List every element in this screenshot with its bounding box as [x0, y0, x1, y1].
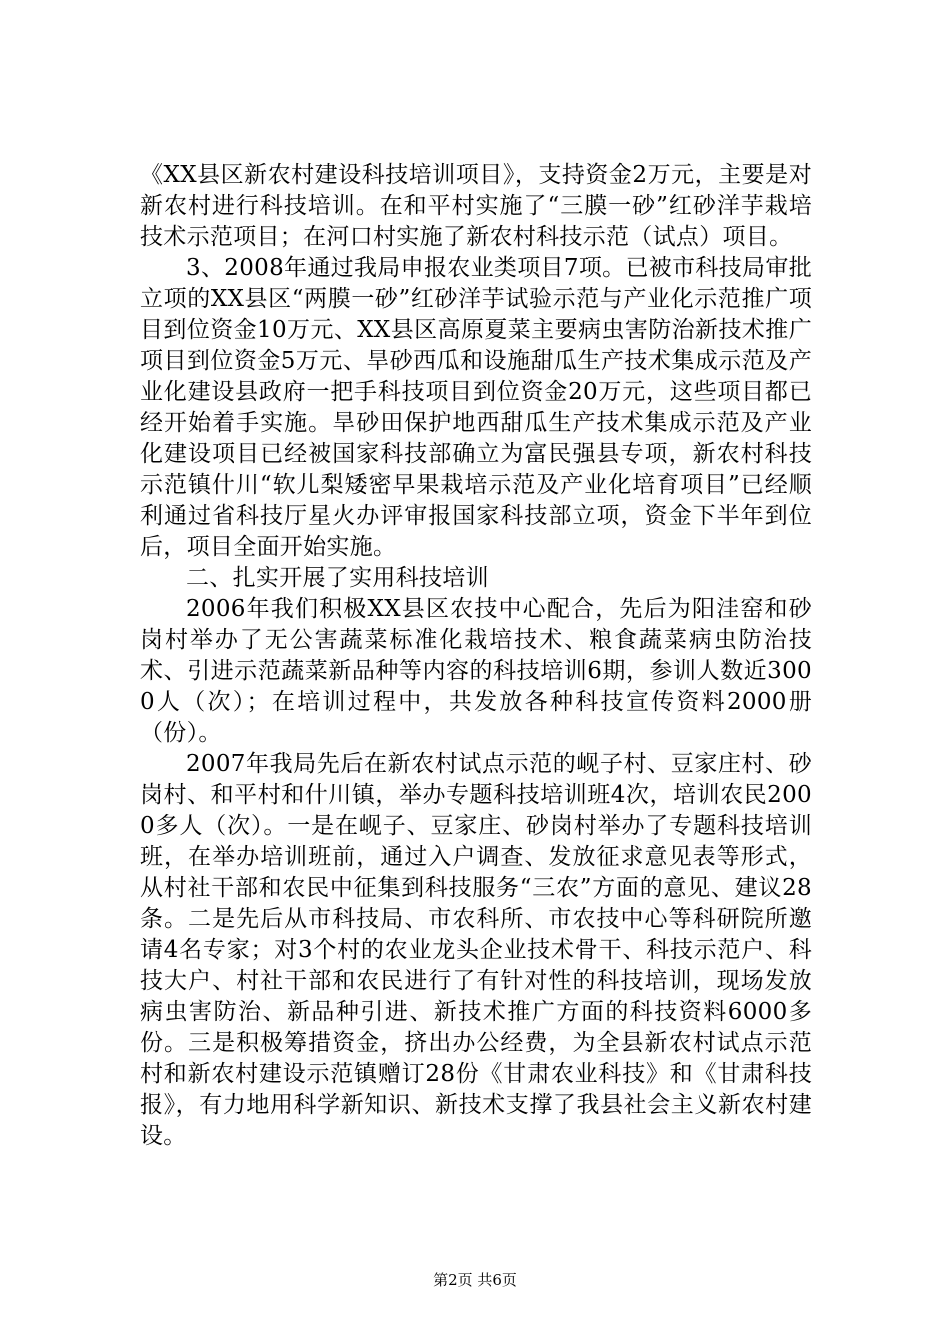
paragraph-2007-training: 2007年我局先后在新农村试点示范的岘子村、豆家庄村、砂岗村、和平村和什川镇，举办专题科技培训班4次，培训农民2000多人（次）。一是在岘子、豆家庄、砂岗村举办了专题科技培训班，在举办培训班前，通过入户调查、发放征求意见表等形式，从村社干部和农民中征集到科技服务“三农”方面的意见、建议28条。二是先后从市科技局、市农科所、市农技中心等科研院所邀请4名专家；对3个村的农业龙头企业技术骨干、科技示范户、科技大户、村社干部和农民进行了有针对性的科技培训，现场发放病虫害防治、新品种引进、新技术推广方面的科技资料6000多份。三是积极筹措资金，挤出办公经费，为全县新农村试点示范村和新农村建设示范镇赠订28份《甘肃农业科技》和《甘肃科技报》，有力地用科学新知识、新技术支撑了我县社会主义新农村建设。	[140, 751, 812, 1149]
paragraph-project-intro: 《XX县区新农村建设科技培训项目》，支持资金2万元，主要是对新农村进行科技培训。在和平村实施了“三膜一砂”红砂洋芋栽培技术示范项目；在河口村实施了新农村科技示范（试点）项目。	[140, 162, 812, 250]
section-heading-training: 二、扎实开展了实用科技培训	[186, 565, 489, 591]
paragraph-2006-training: 2006年我们积极XX县区农技中心配合，先后为阳洼窑和砂岗村举办了无公害蔬菜标准化栽培技术、粮食蔬菜病虫防治技术、引进示范蔬菜新品种等内容的科技培训6期，参训人数近3000人（次）；在培训过程中，共发放各种科技宣传资料2000册（份）。	[140, 596, 812, 746]
paragraph-2008-projects: 3、2008年通过我局申报农业类项目7项。已被市科技局审批立项的XX县区“两膜一砂”红砂洋芋试验示范与产业化示范推广项目到位资金10万元、XX县区高原夏菜主要病虫害防治新技术推广项目到位资金5万元、旱砂西瓜和设施甜瓜生产技术集成示范及产业化建设县政府一把手科技项目到位资金20万元，这些项目都已经开始着手实施。旱砂田保护地西甜瓜生产技术集成示范及产业化建设项目已经被国家科技部确立为富民强县专项，新农村科技示范镇什川“软儿梨矮密早果栽培示范及产业化培育项目”已经顺利通过省科技厅星火办评审报国家科技部立项，资金下半年到位后，项目全面开始实施。	[140, 255, 812, 560]
page-number-footer: 第2页 共6页	[433, 1271, 517, 1289]
document-body	[140, 160, 812, 1152]
